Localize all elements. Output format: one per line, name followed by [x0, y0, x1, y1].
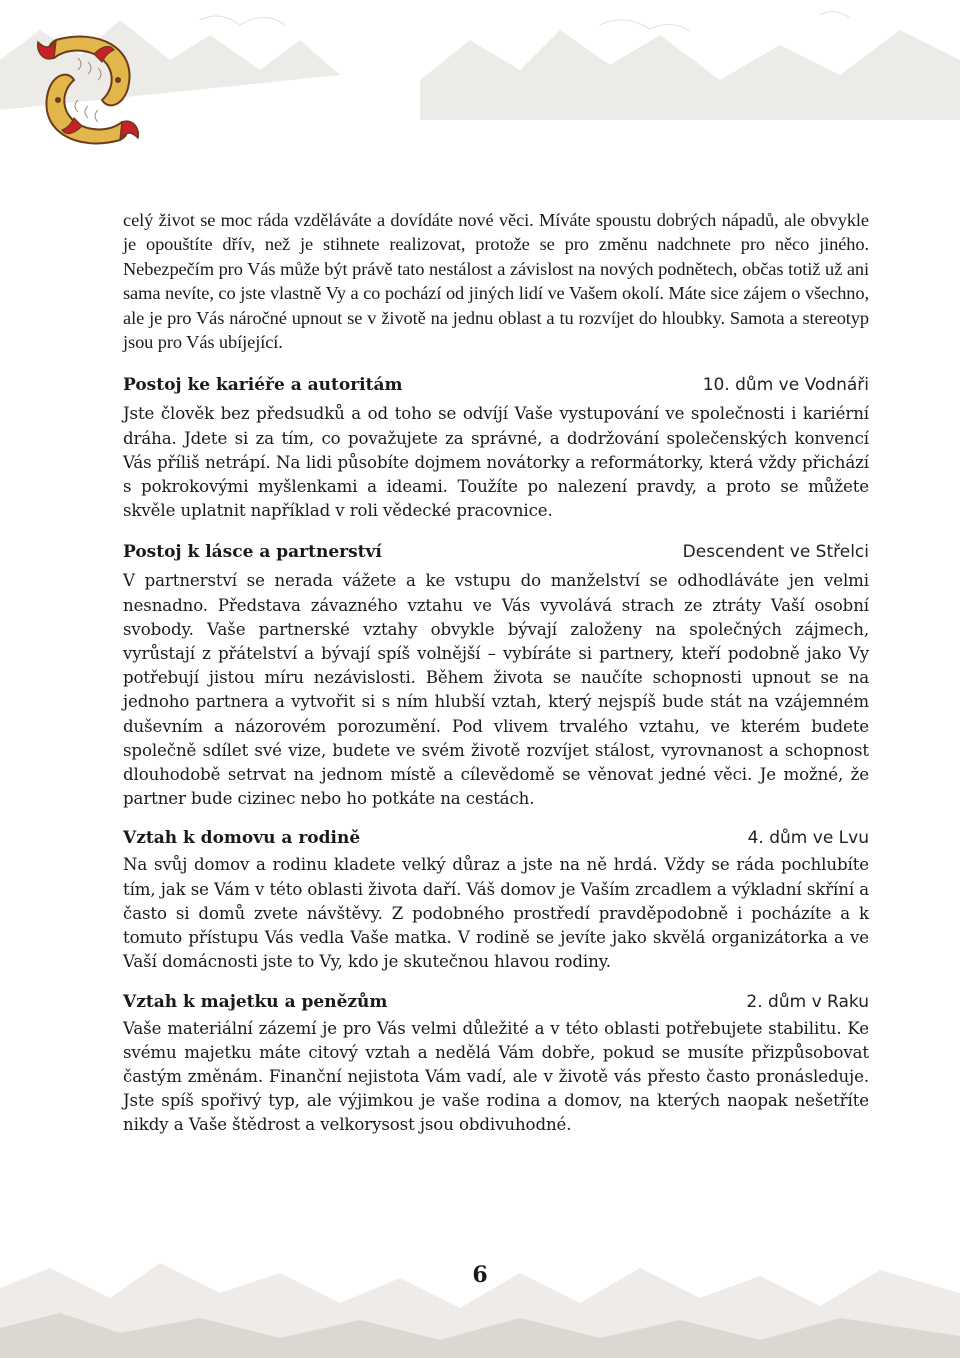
section-love: [123, 542, 869, 811]
section-house: 4. dům ve Lvu: [747, 828, 869, 849]
section-house: 2. dům v Raku: [746, 991, 869, 1012]
section-title: Postoj k lásce a partnerství: [123, 542, 382, 563]
pisces-fish-logo-icon: [28, 28, 148, 153]
main-content: [123, 208, 869, 1138]
section-text: Na svůj domov a rodinu kladete velký důraz a jste na ně hrdá. Vždy se ráda pochlubíte tím, jak se Vám v této oblasti života daří. Váš domov je Vaším zrcadlem a výkladní skříní a často si domů zvete návštěvy. Z podobného prostředí pravděpodobně i pocházíte a k tomuto přístupu Vás vedla Vaše matka. V rodině se jevíte jako skvělá organizátorka a ve Vaší domácnosti jste to Vy, kdo je skutečnou hlavou rodiny.: [123, 855, 869, 972]
section-title: Postoj ke kariéře a autoritám: [123, 375, 403, 396]
section-text: V partnerství se nerada vážete a ke vstupu do manželství se odhodláváte jen velmi nesnadno. Představa závazného vztahu ve Vás vyvolává strach ze ztráty Vaší osobní svobody. Vaše partnerské vztahy obvykle bývají založeny na společných zájmech, vyrůstají z přátelství a bývají spíš volnější – vybíráte si partnery, kteří podobně jako Vy potřebují jistou míru nezávislosti. Během života se naučíte schopnosti upnout se na jednoho partnera a vytvořit si s ním hlubší vztah, který nejspíš bude stát na vzájemném duševním a názorovém porozumění. Pod vlivem trvalého vztahu, ve kterém budete společně sdílet své vize, budete ve svém životě rozvíjet stálost, vyrovnanost a schopnost dlouhodobě setrvat na jednom místě a cílevědomě se věnovat jedné věci. Je možné, že partner bude cizinec nebo ho potkáte na cestách.: [123, 571, 869, 809]
section-text: Vaše materiální zázemí je pro Vás velmi důležité a v této oblasti potřebujete stabilitu. Ke svému majetku máte citový vztah a nedělá Vám dobře, pokud se musíte přizpůsobovat častým změnám. Finanční nejistota Vám vadí, ale v životě vás přesto často pronásleduje. Jste spíš spořivý typ, ale výjimkou je vaše rodina a domov, na kterých naopak nešetříte nikdy a Vaše štědrost a velkorysost jsou obdivuhodné.: [123, 1018, 869, 1135]
section-header: [123, 542, 869, 562]
page-number: 6: [472, 1262, 488, 1288]
section-house: Descendent ve Střelci: [682, 542, 869, 563]
section-home: [123, 828, 869, 974]
section-title: Vztah k domovu a rodině: [123, 828, 361, 849]
section-text: Jste člověk bez předsudků a od toho se odvíjí Vaše vystupování ve společnosti i kariérní dráha. Jdete si za tím, co považujete za správné, a dodržování společenských konvencí Vás příliš netrápí. Na lidi působíte dojmem novátorky a reformátorky, která vždy přichází s pokrokovými myšlenkami a ideami. Toužíte po nalezení pravdy, a proto se můžete skvěle uplatnit například v roli vědecké pracovnice.: [123, 404, 869, 521]
section-money: [123, 992, 869, 1138]
section-title: Vztah k majetku a penězům: [123, 991, 388, 1012]
section-header: [123, 375, 869, 395]
section-header: [123, 992, 869, 1012]
section-header: [123, 828, 869, 848]
section-house: 10. dům ve Vodnáři: [702, 375, 869, 396]
intro-paragraph: celý život se moc ráda vzděláváte a dovídáte nové věci. Míváte spoustu dobrých nápadů, ale obvykle je opouštíte dřív, než je stihnete realizovat, protože se pro změnu nadchnete pro něco jiného. Nebezpečím pro Vás může být právě tato nestálost a závislost na nových podnětech, občas totiž už ani sama nevíte, co jste vlastně Vy a co pochází od jiných lidí ve Vašem okolí. Máte sice zájem o všechno, ale je pro Vás náročné upnout se v životě na jednu oblast a tu rozvíjet do hloubky. Samota a stereotyp jsou pro Vás ubíjející.: [123, 210, 869, 353]
section-career: [123, 375, 869, 523]
